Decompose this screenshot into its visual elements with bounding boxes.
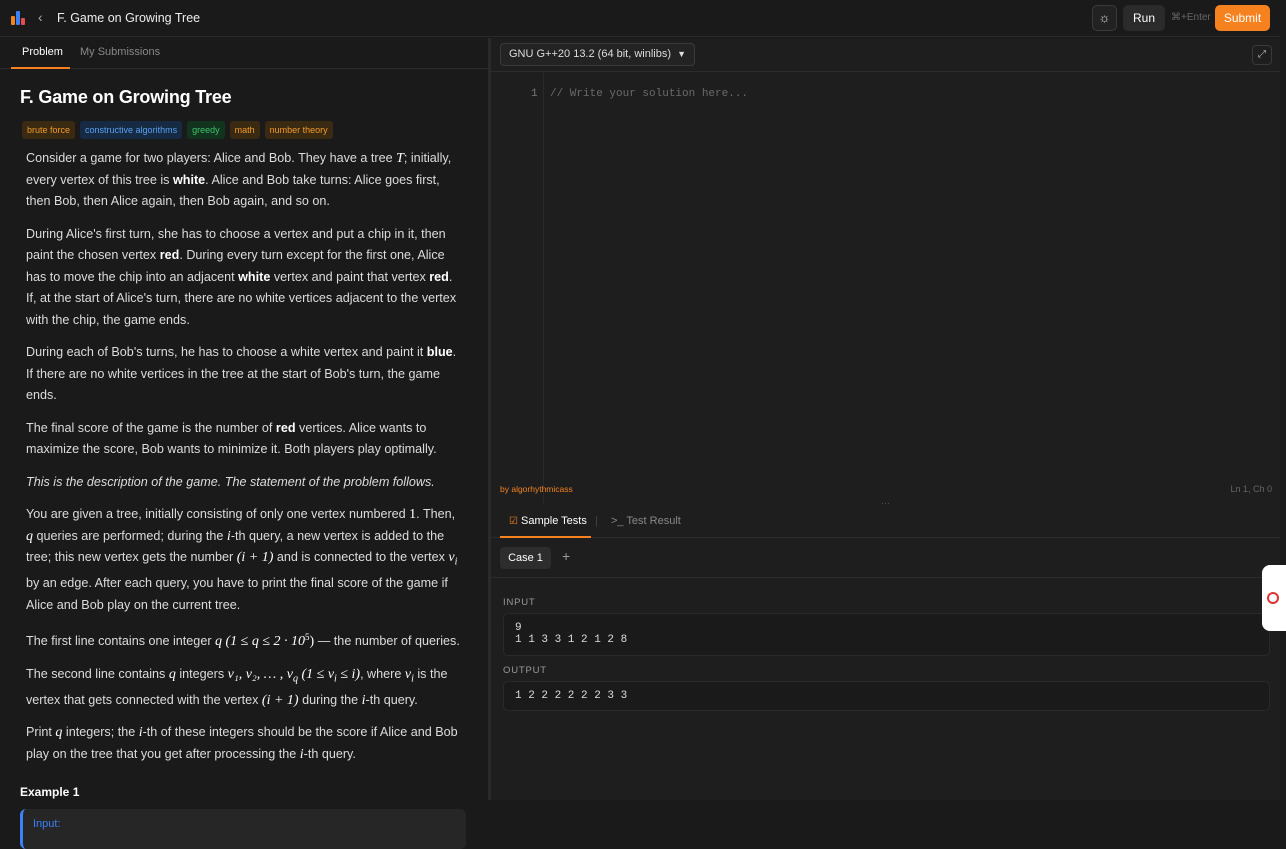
problem-tabs [0, 38, 488, 69]
tab-test-result[interactable]: >_ Test Result [611, 515, 681, 527]
case-1-button[interactable]: Case 1 [500, 547, 551, 569]
shortcut-hint: ⌘+Enter [1171, 12, 1211, 23]
case-bar [491, 538, 1280, 578]
output-box[interactable]: 1 2 2 2 2 2 2 3 3 [503, 681, 1270, 711]
input-label: INPUT [503, 597, 536, 608]
paragraph-task: You are given a tree, initially consisting of only one vertex numbered 1. Then, q queries are performed; during the i-th query, a new vertex is added to the tree; this new vertex gets the number (i + 1) and is connected to the vertex $v_i$ by an edge. After each query, you have to print the final score of the game if Alice and Bob play on the current tree. [26, 507, 458, 612]
expand-icon[interactable]: ⤢ [1252, 45, 1272, 65]
author-credit[interactable]: by algorhythmicass [500, 484, 573, 494]
paragraph-bob-turn: During each of Bob's turns, he has to choose a white vertex and paint it blue. If there are no white vertices in the tree at the start of Bob's turn, the game ends. [26, 345, 457, 402]
header-problem-title: F. Game on Growing Tree [57, 11, 201, 25]
problem-title: F. Game on Growing Tree [20, 87, 232, 107]
example-title: Example 1 [20, 785, 80, 800]
submit-button[interactable]: Submit [1215, 5, 1270, 31]
paragraph-score: The final score of the game is the number of red vertices. Alice wants to maximize the score, Bob wants to minimize it. Both players play optimally. [26, 420, 437, 456]
tag-greedy[interactable]: greedy [187, 121, 225, 139]
plus-icon[interactable]: + [562, 548, 571, 564]
tag-list [22, 121, 462, 139]
tab-separator: | [595, 515, 598, 527]
input-box[interactable]: 9 1 1 3 3 1 2 1 2 8 [503, 613, 1270, 656]
example-input-label: Input: [33, 818, 61, 831]
top-bar [0, 0, 1280, 37]
problem-statement [0, 69, 488, 849]
tab-sample-tests[interactable]: ☑ Sample Tests [509, 515, 587, 527]
tag-number-theory[interactable]: number theory [265, 121, 333, 139]
active-tab-indicator [11, 67, 70, 69]
code-editor[interactable] [491, 73, 1280, 503]
editor-panel [491, 38, 1280, 800]
floating-widget[interactable] [1262, 565, 1286, 631]
terminal-icon: >_ [611, 515, 624, 527]
paragraph-note: This is the description of the game. The statement of the problem follows. [26, 474, 435, 489]
run-button[interactable]: Run [1123, 5, 1165, 31]
problem-panel [0, 38, 488, 831]
checkbox-icon: ☑ [509, 516, 518, 527]
paragraph-input-first-line: The first line contains one integer q $(1 \le q \le 2 \cdot 10^5)$ — the number of queries. [26, 632, 460, 650]
record-icon [1267, 592, 1279, 604]
output-label: OUTPUT [503, 665, 547, 676]
drag-handle-icon[interactable]: ··· [881, 498, 890, 508]
paragraph-output: Print q integers; the i-th of these integers should be the score if Alice and Bob play on the tree that you get after processing the i-th query. [26, 725, 458, 762]
tag-math[interactable]: math [230, 121, 260, 139]
tab-problem[interactable]: Problem [22, 46, 63, 58]
language-select[interactable]: GNU G++20 13.2 (64 bit, winlibs) ▼ [500, 43, 695, 66]
paragraph-input-second-line: The second line contains q integers v₁, v₂, … , $v_q$ $(1 \le v_i \le i)$, where $v_i$ is the vertex that gets connected with the vertex (i + 1) during the i-th query. [26, 666, 448, 708]
line-gutter [491, 73, 544, 503]
line-number: 1 [531, 88, 538, 100]
caret-down-icon: ▼ [677, 49, 687, 59]
tag-brute-force[interactable]: brute force [22, 121, 75, 139]
cursor-position: Ln 1, Ch 0 [1230, 484, 1272, 494]
example-box [20, 809, 466, 849]
sun-icon[interactable]: ☼ [1092, 5, 1117, 31]
chevron-left-icon[interactable]: ‹ [38, 9, 43, 25]
app-logo-icon[interactable] [11, 11, 27, 25]
paragraph-alice-turn: During Alice's first turn, she has to choose a vertex and put a chip in it, then paint the chosen vertex red. During every turn except for the first one, Alice has to move the chip into an adjacent white vertex and paint that vertex red. If, at the start of Alice's turn, there are no white vertices adjacent to the vertex with the chip, the game ends. [26, 226, 457, 327]
code-placeholder[interactable]: // Write your solution here... [550, 88, 749, 100]
editor-toolbar [491, 38, 1280, 72]
paragraph-intro: Consider a game for two players: Alice and Bob. They have a tree T; initially, every vertex of this tree is white. Alice and Bob take turns: Alice goes first, then Bob, then Alice again, then Bob again, and so on. [26, 151, 452, 208]
tag-constructive-algorithms[interactable]: constructive algorithms [80, 121, 182, 139]
tab-my-submissions[interactable]: My Submissions [80, 46, 161, 58]
test-tabs [491, 502, 1280, 538]
